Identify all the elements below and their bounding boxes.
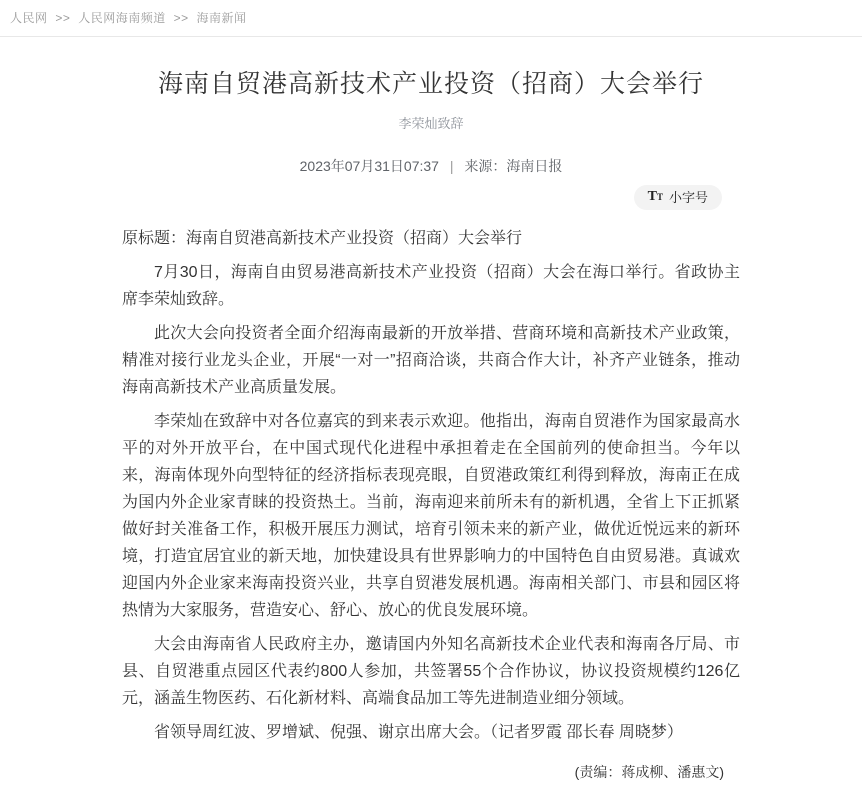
source-label: 来源：	[464, 158, 507, 174]
publish-date: 2023年07月31日07:37	[299, 158, 439, 174]
article-toolbar	[122, 185, 740, 210]
font-size-button[interactable]	[634, 185, 722, 210]
meta-separator: |	[449, 158, 454, 174]
paragraph-5: 省领导周红波、罗增斌、倪强、谢京出席大会。（记者罗霞 邵长春 周晓梦）	[154, 724, 683, 741]
article-meta	[0, 156, 862, 176]
font-size-button-label: 小字号	[668, 189, 708, 205]
breadcrumb-separator: >>	[173, 11, 189, 25]
article-body	[122, 225, 740, 786]
paragraph-2: 此次大会向投资者全面介绍海南最新的开放举措、营商环境和高新技术产业政策，精准对接行业龙头企业，开展“一对一”招商洽谈，共商合作大计，补齐产业链条，推动海南高新技术产业高质量发展。	[122, 325, 740, 396]
breadcrumb-link-hainan-channel[interactable]: 人民网海南频道	[78, 11, 166, 25]
editors-note: (责编：蒋成柳、潘惠文)	[574, 764, 724, 780]
article-title: 海南自贸港高新技术产业投资（招商）大会举行	[157, 70, 704, 98]
paragraph-4: 大会由海南省人民政府主办，邀请国内外知名高新技术企业代表和海南各厅局、市县、自贸港重点园区代表约800人参加，共签署55个合作协议，协议投资规模约126亿元，涵盖生物医药、石化新材料、高端食品加工等先进制造业细分领域。	[122, 636, 740, 707]
font-size-icon: T T	[647, 189, 663, 204]
breadcrumb-separator: >>	[55, 11, 71, 25]
source-link[interactable]: 海南日报	[506, 158, 563, 174]
paragraph-1: 7月30日，海南自由贸易港高新技术产业投资（招商）大会在海口举行。省政协主席李荣灿致辞。	[122, 264, 740, 308]
breadcrumb-link-hainan-news[interactable]: 海南新闻	[196, 11, 247, 25]
breadcrumb	[0, 0, 862, 26]
breadcrumb-link-peoples-daily[interactable]: 人民网	[10, 11, 48, 25]
article-subtitle: 李荣灿致辞	[398, 116, 464, 131]
original-title: 原标题：海南自贸港高新技术产业投资（招商）大会举行	[122, 230, 523, 247]
paragraph-3: 李荣灿在致辞中对各位嘉宾的到来表示欢迎。他指出，海南自贸港作为国家最高水平的对外开放平台，在中国式现代化进程中承担着走在全国前列的使命担当。今年以来，海南体现外向型特征的经济指标表现亮眼，自贸港政策红利得到释放，海南正在成为国内外企业家青睐的投资热土。当前，海南迎来前所未有的新机遇，全省上下正抓紧做好封关准备工作，积极开展压力测试，培育引领未来的新产业，做优近悦远来的新环境，打造宜居宜业的新天地，加快建设具有世界影响力的中国特色自由贸易港。真诚欢迎国内外企业家来海南投资兴业，共享自贸港发展机遇。海南相关部门、市县和园区将热情为大家服务，营造安心、舒心、放心的优良发展环境。	[122, 413, 740, 619]
header-divider	[0, 36, 862, 37]
